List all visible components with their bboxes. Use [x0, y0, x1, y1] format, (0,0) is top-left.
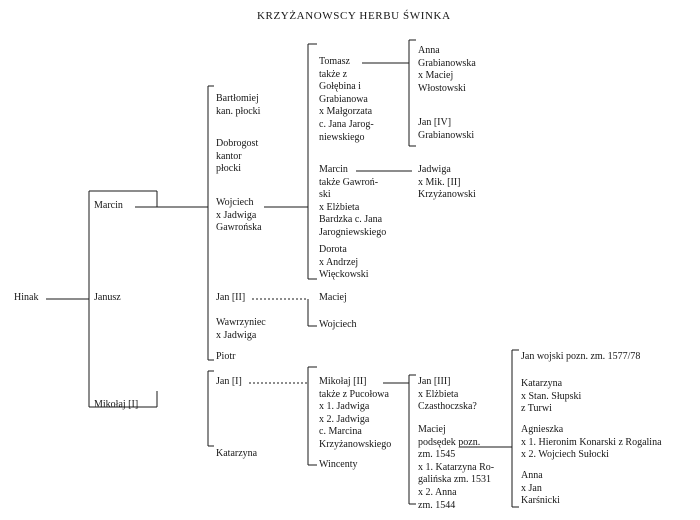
person-katarzyna: Katarzyna	[216, 448, 258, 459]
person-mikolaj-i: Mikołaj [I]	[94, 399, 139, 410]
person-piotr: Piotr	[216, 351, 236, 362]
person-agnieszka: Agnieszka x 1. Hieronim Konarski z Rogalina x 2. Wojciech Sułocki	[521, 424, 662, 461]
person-anna-grabianowska: Anna Grabianowska x Maciej Włostowski	[418, 45, 476, 94]
person-marcin: Marcin	[94, 200, 123, 211]
person-wincenty: Wincenty	[319, 459, 358, 470]
person-jan-wojski: Jan wojski pozn. zm. 1577/78	[521, 351, 641, 362]
person-dorota: Dorota x Andrzej Więckowski	[319, 244, 369, 281]
person-wojciech-son-of-wawrzyniec: Wojciech	[319, 319, 357, 330]
person-wawrzyniec: Wawrzyniec x Jadwiga	[216, 317, 266, 341]
person-jan-iv: Jan [IV] Grabianowski	[418, 117, 475, 141]
person-anna-karsnicka: Anna x Jan Karśnicki	[521, 470, 560, 507]
person-jan-ii: Jan [II]	[216, 292, 246, 303]
person-jadwiga: Jadwiga x Mik. [II] Krzyżanowski	[418, 164, 476, 201]
person-marcin-gawronski: Marcin także Gawroń- ski x Elżbieta Bardzka c. Jana Jarogniewskiego	[319, 164, 387, 238]
person-hinak: Hinak	[14, 292, 39, 303]
person-katarzyna-slupska: Katarzyna x Stan. Słupski z Turwi	[521, 378, 582, 415]
person-wojciech: Wojciech x Jadwiga Gawrońska	[216, 197, 262, 234]
chart-title: KRZYŻANOWSCY HERBU ŚWINKA	[257, 10, 451, 22]
person-bartlomiej: Bartłomiej kan. płocki	[216, 93, 261, 117]
person-jan-i: Jan [I]	[216, 376, 242, 387]
person-tomasz: Tomasz także z Gołębina i Grabianowa x Małgorzata c. Jana Jarog- niewskiego	[319, 56, 374, 143]
person-maciej-podsedek: Maciej podsędek pozn. zm. 1545 x 1. Katarzyna Ro- galińska zm. 1531 x 2. Anna zm. 1544	[418, 424, 495, 511]
person-maciej-son-of-jan-ii: Maciej	[319, 292, 347, 303]
person-janusz: Janusz	[94, 292, 121, 303]
person-dobrogost: Dobrogost kantor płocki	[216, 138, 259, 175]
person-jan-iii: Jan [III] x Elżbieta Czasthoczska?	[418, 376, 477, 413]
person-mikolaj-ii: Mikołaj [II] także z Pucołowa x 1. Jadwiga x 2. Jadwiga c. Marcina Krzyżanowskiego	[319, 376, 392, 450]
